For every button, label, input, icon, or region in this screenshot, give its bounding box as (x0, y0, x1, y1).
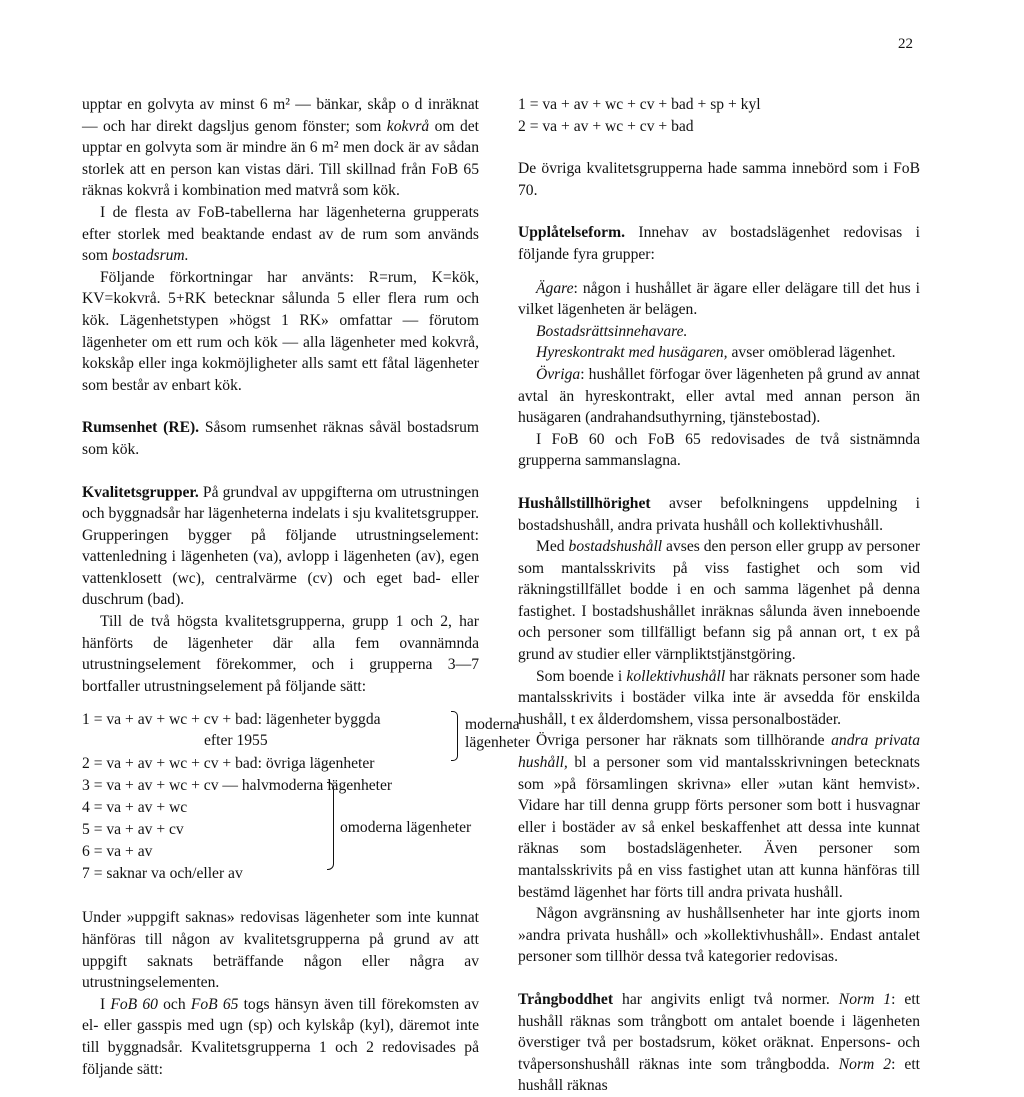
page-number: 22 (898, 36, 913, 52)
text-span: : någon i hushållet är ägare eller delägare till det hus i vilket lägenheten är belägen. (518, 279, 920, 319)
emphasis-hyreskontrakt: Hyreskontrakt med husägaren, (536, 344, 728, 362)
heading-rumsenhet: Rumsenhet (RE). (82, 419, 200, 437)
label-lagenheter: lägenheter (465, 734, 530, 752)
heading-hushallstillhorighet: Hushållstillhörighet (518, 494, 651, 512)
text-span: avser befolkningens uppdelning i bostadshushåll, andra privata hushåll och kollektivhushåll. (518, 494, 920, 534)
quality-group-formula (82, 709, 530, 883)
emphasis-andra-privata: andra privata hushåll, (518, 732, 920, 772)
text-span: om det upptar en golvyta som är mindre än 6 m² men dock är av sådan storlek att en person kan vistas däri. Till skillnad från FoB 65 räknas kokvrå i kombination med matvrå som kök. (82, 117, 479, 200)
text-span: : hushållet förfogar över lägenheten på grund av annat avtal än hyreskontrakt, eller avtal med annan person än husägaren (andrahandsuthyrning, tjänstebostad). (518, 365, 920, 427)
formula-line-5: 5 = va + av + cv (82, 821, 184, 839)
paragraph-fob60-fob65 (82, 994, 479, 1080)
text-span: Som boende i (536, 667, 627, 685)
item-bostadsratt (518, 321, 920, 343)
formula-line-7: 7 = saknar va och/eller av (82, 865, 243, 883)
paragraph-bostadshushall (518, 536, 920, 666)
text-span: avser omöblerad lägenhet. (727, 344, 896, 362)
text-span: I de flesta av FoB-tabellerna har lägenheterna grupperats efter storlek med beaktande endast av de rum som används som (82, 203, 479, 265)
paragraph-hushallstillhorighet (518, 493, 920, 536)
text-span: och (157, 995, 191, 1013)
item-agare (518, 278, 920, 321)
paragraph-kokvra (82, 94, 479, 202)
paragraph-andra-privata-hushall (518, 730, 920, 903)
formula-fob-1: 1 = va + av + wc + cv + bad + sp + kyl (518, 96, 761, 113)
label-moderna: moderna (465, 716, 520, 734)
text-span: har angivits enligt två normer. (613, 990, 839, 1008)
paragraph-forkortningar: Följande förkortningar har använts: R=rum, K=kök, KV=kokvrå. 5+RK betecknar sålunda 5 eller flera rum och kök. Lägenhetstypen »högst 1 RK» omfattar — förutom lägenheter om ett rum och kök — alla lägenheter med kokvrå, kokskåp eller inga kokmöjligheter alls samt ett fåtal lägenheter som består av enbart kök. (82, 268, 479, 394)
paragraph-fob60-65-sammanslagna: I FoB 60 och FoB 65 redovisades de två sistnämnda grupperna sammanslagna. (518, 430, 920, 470)
formula-fob-2: 2 = va + av + wc + cv + bad (518, 117, 694, 135)
label-omoderna: omoderna lägenheter (340, 819, 472, 837)
paragraph-bostadsrum (82, 202, 479, 267)
paragraph-hogsta-grupper: Till de två högsta kvalitetsgrupperna, grupp 1 och 2, har hänförts de lägenheter där alla fem ovannämnda utrustningselement förekommer, och i grupperna 3—7 bortfaller utrustningselement på följande sätt: (82, 613, 479, 695)
text-span: Innehav av bostadslägenhet redovisas i följande fyra grupper: (518, 224, 920, 263)
text-span: : ett hushåll räknas (518, 1055, 920, 1095)
right-column (518, 94, 920, 1097)
emphasis-bostadsrum: bostadsrum. (111, 247, 189, 265)
paragraph-rumsenhet (82, 417, 479, 460)
emphasis-ovriga: Övriga (536, 365, 581, 383)
text-span: bl a personer som vid mantalsskrivningen betecknats som »på församlingen skrivna» eller »utan känt hemvist». Vidare har till denna grupp förts personer som bott i husvagnar eller i bostäder av så enkel beskaffenhet att dessa inte kunnat räknas som bostadslägenheter. Även personer som mantalsskrivits på en viss fastighet utan att kunna hänföras till bestämd lägenhet har förts till andra privata hushåll. (518, 754, 920, 901)
text-span: togs hänsyn även till förekomsten av el- eller gasspis med ugn (sp) och kylskåp (kyl), däremot inte till byggnadsår. Kvalitetsgrupperna 1 och 2 redovisades på följande sätt: (82, 995, 479, 1078)
item-ovriga (518, 364, 920, 429)
text-span: I (100, 995, 111, 1013)
heading-kvalitetsgrupper: Kvalitetsgrupper. (82, 483, 199, 501)
emphasis-bostadshushall: bostadshushåll (568, 538, 663, 556)
heading-trangboddhet: Trångboddhet (518, 990, 614, 1008)
text-span: : ett hushåll räknas som trångbott om antalet boende i lägenheten överstiger två per bostadsrum, köket oräknat. Enpersons- och tvåpersonshushåll räknas inte som trångbodda. (518, 990, 920, 1073)
text-span: Med (536, 538, 569, 556)
item-hyreskontrakt (518, 342, 920, 364)
paragraph-trangboddhet (518, 989, 920, 1097)
emphasis-fob65: FoB 65 (190, 995, 239, 1013)
paragraph-kvalitetsgrupper (82, 482, 479, 612)
formula-line-4: 4 = va + av + wc (82, 799, 188, 817)
paragraph-upplatelseform (518, 222, 920, 265)
text-span: Såsom rumsenhet räknas såväl bostadsrum som kök. (82, 419, 479, 458)
brace-moderna (451, 711, 458, 761)
formula-line-1: 1 = va + av + wc + cv + bad: lägenheter byggda (82, 711, 381, 729)
emphasis-fob60: FoB 60 (110, 995, 158, 1013)
formula-line-3: 3 = va + av + wc + cv — halvmoderna lägenheter (82, 777, 393, 795)
text-span: upptar en golvyta av minst 6 m² — bänkar, skåp o d inräknat — och har direkt dagsljus genom fönster; som (82, 96, 479, 135)
emphasis-norm1: Norm 1 (838, 990, 892, 1008)
paragraph-ovriga-grupper: De övriga kvalitetsgrupperna hade samma innebörd som i FoB 70. (518, 160, 920, 199)
emphasis-norm2: Norm 2 (838, 1055, 892, 1073)
text-span: På grundval av uppgifterna om utrustningen och byggnadsår har lägenheterna indelats i sju kvalitetsgrupper. Grupperingen bygger på följande utrustningselement: vattenledning i lägenheten (va), avlopp i lägenheten (av), egen vattenklosett (wc), centralvärme (cv) och eget bad- eller duschrum (bad). (82, 483, 479, 609)
heading-upplatelseform: Upplåtelseform. (518, 224, 625, 242)
paragraph-uppgift-saknas: Under »uppgift saknas» redovisas lägenheter som inte kunnat hänföras till någon av kvalitetsgrupperna på grund av att uppgift saknats beträffande någon eller några av utrustningselementen. (82, 909, 479, 992)
emphasis-agare: Ägare (536, 279, 574, 297)
left-column (82, 94, 530, 1080)
paragraph-avgransning: Någon avgränsning av hushållsenheter har inte gjorts inom »andra privata hushåll» och »kollektivhushåll». Endast antalet personer som tillhör dessa två kategorier redovisas. (518, 905, 920, 966)
emphasis-kokvra: kokvrå (386, 117, 430, 135)
formula-line-1b: efter 1955 (204, 732, 268, 750)
paragraph-kollektivhushall (518, 666, 920, 731)
text-span: har räknats personer som hade mantalsskrivits i bostäder vilka inte är avsedda för enskilda hushåll, t ex ålderdomshem, vissa personalbostäder. (518, 667, 920, 728)
emphasis-bostadsratt: Bostadsrättsinnehavare. (536, 322, 688, 340)
text-span: avses den person eller grupp av personer som mantalsskrivits på viss fastighet och som vid räkningstillfället bodde i en och samma lägenhet på denna fastighet. I bostadshushållet inräknas sålunda även inneboende och personer som tillfälligt befann sig på annan ort, t ex på grund av studier eller värnpliktstjänstgöring. (518, 538, 921, 664)
text-span: Övriga personer har räknats som tillhörande (536, 732, 832, 750)
formula-line-6: 6 = va + av (82, 843, 153, 861)
formula-line-2: 2 = va + av + wc + cv + bad: övriga lägenheter (82, 755, 375, 773)
emphasis-kollektivhushall: kollektivhushåll (626, 667, 726, 685)
brace-omoderna (327, 782, 334, 870)
